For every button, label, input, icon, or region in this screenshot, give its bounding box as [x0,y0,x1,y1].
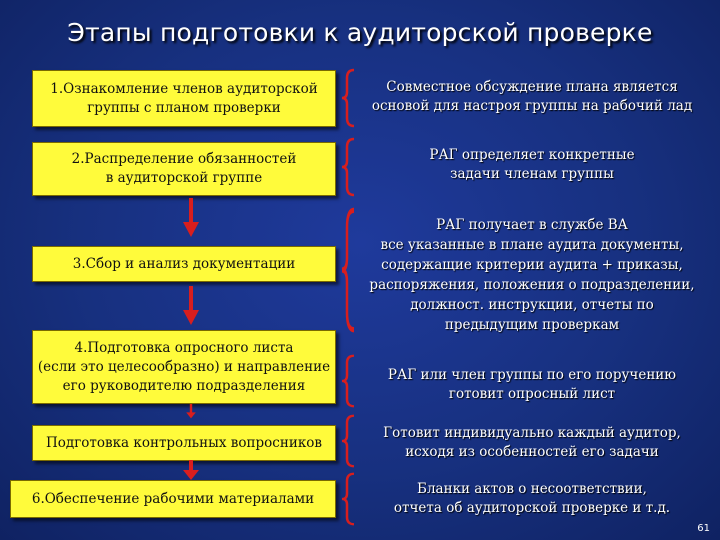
page-number: 61 [697,523,710,534]
stage-5-line-1: Подготовка контрольных вопросников [46,434,322,451]
description-6 [352,480,712,518]
stage-box-1 [32,70,336,127]
description-5-line-2: исходя из особенностей его задачи [405,444,659,460]
stage-box-6 [10,480,336,518]
stage-4-line-3: его руководителю подразделения [62,377,306,394]
description-2 [352,146,712,184]
description-3-line-6: предыдущим проверкам [444,317,620,333]
stage-2-line-1: 2.Распределение обязанностей [71,151,297,167]
slide-title: Этапы подготовки к аудиторской проверке [67,18,653,47]
description-4-line-2: готовит опросный лист [448,386,616,402]
description-5-line-1: Готовит индивидуально каждый аудитор, [383,425,681,441]
description-3 [352,215,712,335]
description-2-line-1: РАГ определяет конкретные [429,147,635,163]
description-4 [352,366,712,404]
stage-4-line-1: 4.Подготовка опросного листа [74,339,294,356]
down-arrow-icon [181,198,201,238]
stage-box-4 [32,330,336,404]
description-5 [352,424,712,462]
description-6-line-1: Бланки актов о несоответствии, [417,481,647,497]
description-3-line-4: распоряжения, положения о подразделении, [369,277,695,293]
stage-4-line-2: (если это целесообразно) и направление [37,358,331,375]
down-arrow-icon [181,286,201,326]
description-1-line-2: основой для настроя группы на рабочий лад [371,98,693,114]
down-arrow-icon [181,404,201,428]
description-1 [352,78,712,116]
stage-box-3 [32,246,336,282]
stage-2-line-2: в аудиторской группе [105,170,263,186]
stage-box-5 [32,425,336,461]
stage-6-line-1: 6.Обеспечение рабочими материалами [31,490,315,507]
stage-1-line-2: группы с планом проверки [87,99,281,116]
stage-3-line-1: 3.Сбор и анализ документации [72,255,296,272]
description-3-line-5: должност. инструкции, отчеты по [410,297,654,313]
description-3-line-3: содержащие критерии аудита + приказы, [381,257,683,273]
description-3-line-2: все указанные в плане аудита документы, [380,237,684,253]
stage-box-2 [32,142,336,196]
down-arrow-icon [181,460,201,480]
description-2-line-2: задачи членам группы [450,166,614,182]
description-6-line-2: отчета об аудиторской проверке и т.д. [393,500,671,516]
stage-1-line-1: 1.Ознакомление членов аудиторской [50,80,318,97]
description-1-line-1: Совместное обсуждение плана является [386,79,678,95]
description-4-line-1: РАГ или член группы по его поручению [387,367,677,383]
description-3-line-1: РАГ получает в службе ВА [436,217,628,233]
